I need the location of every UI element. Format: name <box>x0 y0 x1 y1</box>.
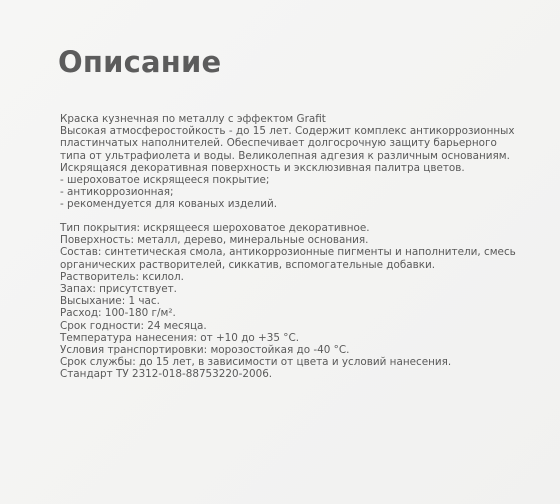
spec-drying: Высыхание: 1 час. <box>60 295 160 308</box>
product-specifications <box>60 222 520 381</box>
spec-service-life: Срок службы: до 15 лет, в зависимости от цвета и условий нанесения. <box>60 356 452 369</box>
spec-standard: Стандарт ТУ 2312-018-88753220-2006. <box>60 368 273 381</box>
feature-list-item: - шероховатое искрящееся покрытие; <box>60 174 270 187</box>
spec-shelf-life: Срок годности: 24 месяца. <box>60 319 207 332</box>
feature-list-item: - рекомендуется для кованых изделий. <box>60 198 278 211</box>
feature-list-item: - антикоррозионная; <box>60 186 174 199</box>
description-line: Высокая атмосферостойкость - до 15 лет. Содержит комплекс антикоррозионных <box>60 125 515 138</box>
spec-composition: Состав: синтетическая смола, антикоррозионные пигменты и наполнители, смесь <box>60 246 516 259</box>
page-title: Описание <box>58 45 222 79</box>
spec-odor: Запах: присутствует. <box>60 283 177 296</box>
description-line: Искрящаяся декоративная поверхность и эксклюзивная палитра цветов. <box>60 161 465 174</box>
description-line: пластинчатых наполнителей. Обеспечивает долгосрочную защиту барьерного <box>60 137 497 150</box>
spec-solvent: Растворитель: ксилол. <box>60 270 184 283</box>
spec-application-temp: Температура нанесения: от +10 до +35 °С. <box>60 331 300 344</box>
spec-consumption: Расход: 100-180 г/м². <box>60 307 176 320</box>
spec-transport: Условия транспортировки: морозостойкая до -40 °С. <box>60 344 350 357</box>
spec-surface: Поверхность: металл, дерево, минеральные основания. <box>60 234 369 247</box>
spec-composition-cont: органических растворителей, сиккатив, вспомогательные добавки. <box>60 258 436 271</box>
product-description <box>60 113 520 211</box>
description-line: типа от ультрафиолета и воды. Великолепная адгезия к различным основаниям. <box>60 149 510 162</box>
description-line: Краска кузнечная по металлу с эффектом Grafit <box>60 113 326 125</box>
spec-coating-type: Тип покрытия: искрящееся шероховатое декоративное. <box>60 222 370 234</box>
